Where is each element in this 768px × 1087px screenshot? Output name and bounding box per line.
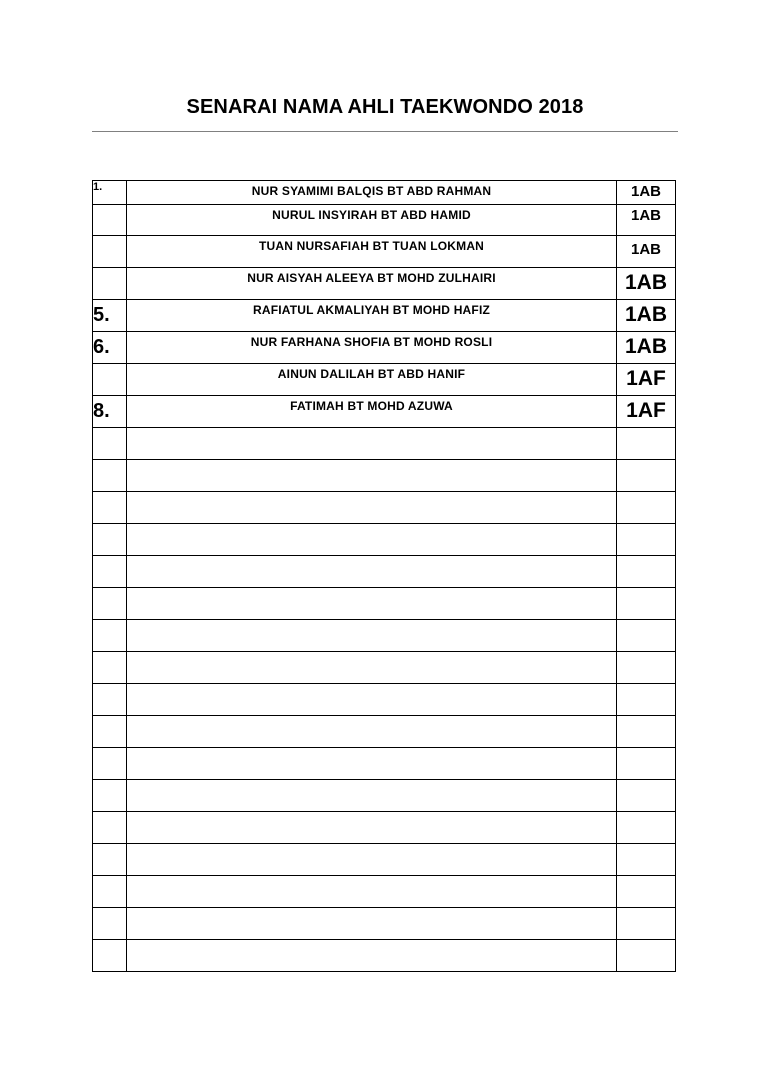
empty-name-cell <box>127 524 617 556</box>
member-name: NURUL INSYIRAH BT ABD HAMID <box>127 205 617 236</box>
empty-table-row <box>93 428 676 460</box>
empty-table-row <box>93 940 676 972</box>
member-name: TUAN NURSAFIAH BT TUAN LOKMAN <box>127 236 617 268</box>
member-name: FATIMAH BT MOHD AZUWA <box>127 396 617 428</box>
empty-table-row <box>93 460 676 492</box>
empty-class-cell <box>617 460 676 492</box>
member-table <box>92 180 676 972</box>
member-class: 1AB <box>617 236 676 268</box>
empty-table-row <box>93 556 676 588</box>
empty-class-cell <box>617 684 676 716</box>
empty-table-row <box>93 684 676 716</box>
empty-table-row <box>93 620 676 652</box>
empty-number-cell <box>93 908 127 940</box>
member-number: 5. <box>93 300 127 332</box>
member-name: NUR SYAMIMI BALQIS BT ABD RAHMAN <box>127 181 617 205</box>
table-row <box>93 332 676 364</box>
member-number: 6. <box>93 332 127 364</box>
empty-number-cell <box>93 460 127 492</box>
empty-number-cell <box>93 780 127 812</box>
empty-number-cell <box>93 620 127 652</box>
empty-name-cell <box>127 940 617 972</box>
empty-name-cell <box>127 812 617 844</box>
table-row <box>93 205 676 236</box>
empty-table-row <box>93 588 676 620</box>
empty-class-cell <box>617 780 676 812</box>
member-name: NUR FARHANA SHOFIA BT MOHD ROSLI <box>127 332 617 364</box>
empty-name-cell <box>127 492 617 524</box>
member-class: 1AB <box>617 332 676 364</box>
empty-number-cell <box>93 524 127 556</box>
empty-number-cell <box>93 716 127 748</box>
page-title: SENARAI NAMA AHLI TAEKWONDO 2018 <box>186 96 584 118</box>
empty-number-cell <box>93 812 127 844</box>
member-number: 1. <box>93 181 127 205</box>
member-name: RAFIATUL AKMALIYAH BT MOHD HAFIZ <box>127 300 617 332</box>
empty-name-cell <box>127 908 617 940</box>
empty-name-cell <box>127 460 617 492</box>
empty-name-cell <box>127 652 617 684</box>
member-class: 1AB <box>617 205 676 236</box>
member-class: 1AB <box>617 268 676 300</box>
empty-number-cell <box>93 428 127 460</box>
empty-name-cell <box>127 716 617 748</box>
empty-name-cell <box>127 844 617 876</box>
table-row <box>93 396 676 428</box>
member-number <box>93 364 127 396</box>
empty-class-cell <box>617 876 676 908</box>
empty-class-cell <box>617 556 676 588</box>
empty-name-cell <box>127 876 617 908</box>
member-number <box>93 236 127 268</box>
empty-name-cell <box>127 684 617 716</box>
table-row <box>93 236 676 268</box>
empty-number-cell <box>93 588 127 620</box>
empty-class-cell <box>617 524 676 556</box>
empty-class-cell <box>617 908 676 940</box>
empty-class-cell <box>617 940 676 972</box>
empty-number-cell <box>93 748 127 780</box>
empty-table-row <box>93 812 676 844</box>
table-row <box>93 300 676 332</box>
empty-table-row <box>93 844 676 876</box>
empty-table-row <box>93 908 676 940</box>
empty-number-cell <box>93 556 127 588</box>
empty-number-cell <box>93 652 127 684</box>
empty-number-cell <box>93 684 127 716</box>
empty-table-row <box>93 716 676 748</box>
empty-table-row <box>93 652 676 684</box>
empty-class-cell <box>617 812 676 844</box>
empty-class-cell <box>617 844 676 876</box>
table-row <box>93 268 676 300</box>
empty-name-cell <box>127 556 617 588</box>
empty-class-cell <box>617 716 676 748</box>
empty-name-cell <box>127 428 617 460</box>
member-class: 1AF <box>617 364 676 396</box>
member-class: 1AB <box>617 300 676 332</box>
empty-name-cell <box>127 748 617 780</box>
table-row <box>93 181 676 205</box>
empty-number-cell <box>93 940 127 972</box>
member-number <box>93 205 127 236</box>
empty-class-cell <box>617 620 676 652</box>
empty-class-cell <box>617 588 676 620</box>
member-name: NUR AISYAH ALEEYA BT MOHD ZULHAIRI <box>127 268 617 300</box>
empty-table-row <box>93 780 676 812</box>
empty-number-cell <box>93 844 127 876</box>
empty-class-cell <box>617 492 676 524</box>
empty-class-cell <box>617 428 676 460</box>
empty-name-cell <box>127 588 617 620</box>
title-divider <box>92 131 678 132</box>
empty-table-row <box>93 876 676 908</box>
empty-class-cell <box>617 748 676 780</box>
empty-number-cell <box>93 492 127 524</box>
empty-table-row <box>93 524 676 556</box>
empty-number-cell <box>93 876 127 908</box>
member-name: AINUN DALILAH BT ABD HANIF <box>127 364 617 396</box>
member-class: 1AB <box>617 181 676 205</box>
empty-name-cell <box>127 620 617 652</box>
table-row <box>93 364 676 396</box>
empty-table-row <box>93 492 676 524</box>
empty-class-cell <box>617 652 676 684</box>
member-number: 8. <box>93 396 127 428</box>
empty-table-row <box>93 748 676 780</box>
empty-name-cell <box>127 780 617 812</box>
member-class: 1AF <box>617 396 676 428</box>
member-number <box>93 268 127 300</box>
